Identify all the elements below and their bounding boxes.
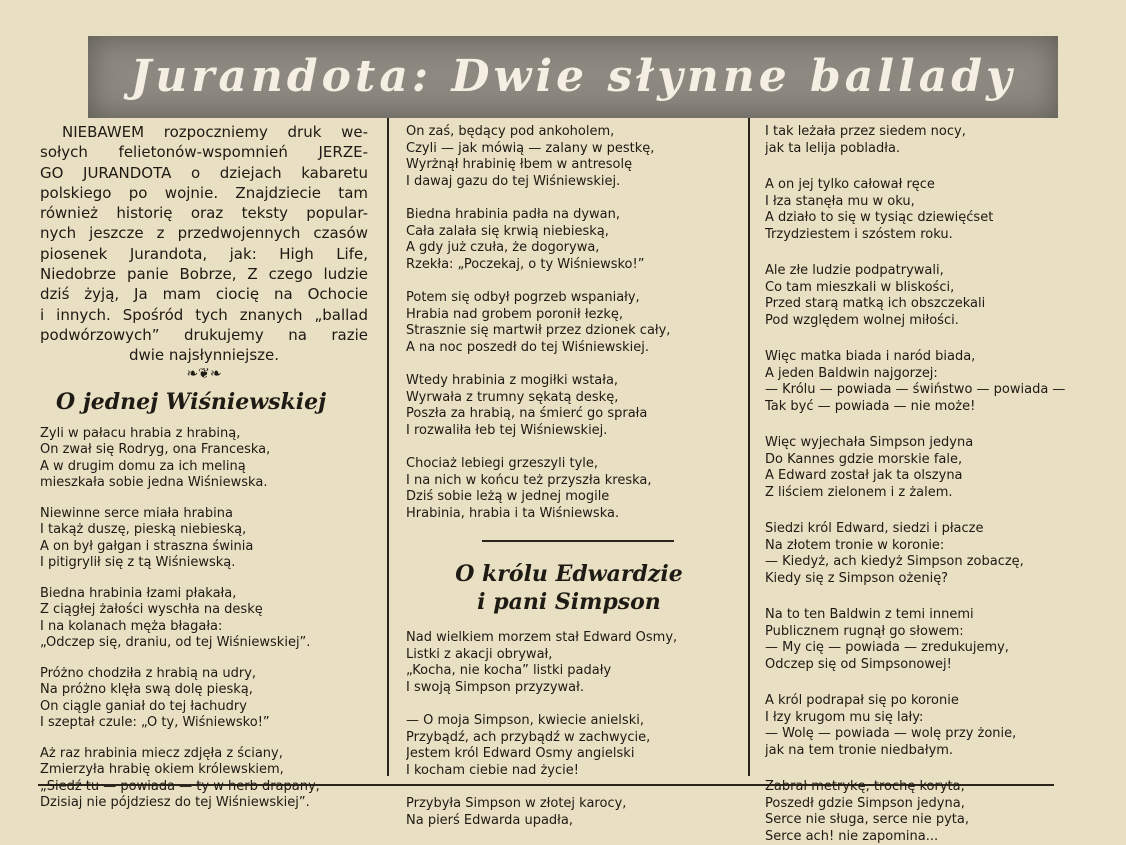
verse-line: A on był gałgan i straszna świnia [40, 539, 368, 556]
intro-line: dziś żyją, Ja mam ciocię na Ochocie [40, 284, 368, 304]
column-1 [40, 120, 368, 780]
stanza [406, 207, 732, 273]
stanza [406, 456, 732, 522]
stanza [765, 521, 1105, 587]
verse-line: On ciągle ganiał do tej łachudry [40, 699, 368, 716]
verse-line: Pod względem wolnej miłości. [765, 313, 1105, 330]
verse-line: Siedzi król Edward, siedzi i płacze [765, 521, 1105, 538]
verse-line: Z ciągłej żałości wyschła na deskę [40, 602, 368, 619]
verse-line: — Wolę — powiada — wolę przy żonie, [765, 726, 1105, 743]
intro-line: również historię oraz teksty popular- [40, 203, 368, 223]
stanza [406, 630, 732, 696]
verse-line: Żyli w pałacu hrabia z hrabiną, [40, 426, 368, 443]
verse-line: I tak leżała przez siedem nocy, [765, 124, 1105, 141]
verse-line: A król podrapał się po koronie [765, 693, 1105, 710]
verse-line: Potem się odbył pogrzeb wspaniały, [406, 290, 732, 307]
verse-line: Na próżno klęła swą dolę pieską, [40, 682, 368, 699]
verse-line: „Odczep się, draniu, od tej Wiśniewskiej”. [40, 635, 368, 652]
intro-line: piosenek Jurandota, jak: High Life, [40, 244, 368, 264]
stanza [765, 263, 1105, 329]
page-title: Jurandota: Dwie słynne ballady [88, 36, 1058, 118]
verse-line: I takąż duszę, pieską niebieską, [40, 522, 368, 539]
verse-line: On zwał się Rodryg, ona Franceska, [40, 442, 368, 459]
stanza [765, 693, 1105, 759]
stanza [40, 426, 368, 492]
verse-line: I łza stanęła mu w oku, [765, 194, 1105, 211]
intro-line: i innych. Spośród tych znanych „ballad [40, 305, 368, 325]
verse-line: I na nich w końcu też przyszła kreska, [406, 473, 732, 490]
verse-line: „Kocha, nie kocha” listki padały [406, 663, 732, 680]
verse-line: Kiedy się z Simpson ożenię? [765, 571, 1105, 588]
verse-line: Nad wielkiem morzem stał Edward Ósmy, [406, 630, 732, 647]
verse-line: Listki z akacji obrywał, [406, 647, 732, 664]
verse-line: Przybądź, ach przybądź w zachwycie, [406, 730, 732, 747]
column-divider [387, 118, 389, 776]
stanza [40, 666, 368, 732]
column-3 [765, 120, 1105, 780]
verse-line: — Kiedyż, ach kiedyż Simpson zobaczę, [765, 554, 1105, 571]
verse-line: Poszła za hrabią, na śmierć go sprała [406, 406, 732, 423]
verse-line: A w drugim domu za ich meliną [40, 459, 368, 476]
verse-line: jak ta lelija pobladła. [765, 141, 1105, 158]
verse-line: A gdy już czuła, że dogorywa, [406, 240, 732, 257]
verse-line: Dziś sobie leżą w jednej mogile [406, 489, 732, 506]
verse-line: Trzydziestem i szóstem roku. [765, 227, 1105, 244]
verse-line: „Siedź tu — powiada — ty w herb drapany, [40, 779, 368, 796]
intro-line: podwórzowych” drukujemy na razie [40, 325, 368, 345]
verse-line: A on jej tylko całował ręce [765, 177, 1105, 194]
verse-line: I łzy krugom mu się lały: [765, 710, 1105, 727]
stanza [40, 506, 368, 572]
intro-line: sołych felietonów-wspomnień JERZE- [40, 142, 368, 162]
intro-line: dwie najsłynniejsze. [40, 345, 368, 365]
verse-line: I swoją Simpson przyzywał. [406, 680, 732, 697]
stanza [406, 373, 732, 439]
verse-line: Na to ten Baldwin z temi innemi [765, 607, 1105, 624]
verse-line: Wyrwała z trumny sękatą deskę, [406, 390, 732, 407]
stanza [765, 124, 1105, 157]
intro-line: nych jeszcze z przedwojennych czasów [40, 223, 368, 243]
verse-line: Na pierś Edwarda upadła, [406, 813, 732, 830]
ballad1-title: O jednej Wiśniewskiej [40, 388, 368, 416]
verse-line: Więc wyjechała Simpson jedyna [765, 435, 1105, 452]
verse-line: Próżno chodziła z hrabią na udry, [40, 666, 368, 683]
stanza [406, 124, 732, 190]
intro-line: GO JURANDOTA o dziejach kabaretu [40, 163, 368, 183]
verse-line: A jeden Baldwin najgorzej: [765, 366, 1105, 383]
verse-line: Cała zalała się krwią niebieską, [406, 224, 732, 241]
ballad2-title-line1: O królu Edwardzie [406, 560, 732, 588]
verse-line: Serce ach! nie zapomina... [765, 829, 1105, 845]
stanza [40, 746, 368, 812]
verse-line: I na kolanach męża błagała: [40, 619, 368, 636]
verse-line: Hrabinia, hrabia i ta Wiśniewska. [406, 506, 732, 523]
header-banner [88, 36, 1058, 118]
ballad2-title-line2: i pani Simpson [406, 588, 732, 616]
stanza [765, 779, 1105, 845]
stanza [40, 586, 368, 652]
verse-line: Zmierzyła hrabię okiem królewskiem, [40, 762, 368, 779]
verse-line: Na złotem tronie w koronie: [765, 538, 1105, 555]
verse-line: Rzekła: „Poczekaj, o ty Wiśniewsko!” [406, 257, 732, 274]
verse-line: I szeptał czule: „O ty, Wiśniewsko!” [40, 715, 368, 732]
verse-line: Dzisiaj nie pójdziesz do tej Wiśniewskiej”. [40, 795, 368, 812]
verse-line: Do Kannes gdzie morskie fale, [765, 452, 1105, 469]
verse-line: Chociaż lebiegi grzeszyli tyle, [406, 456, 732, 473]
verse-line: Co tam mieszkali w bliskości, [765, 280, 1105, 297]
verse-line: Biedna hrabinia padła na dywan, [406, 207, 732, 224]
verse-line: I kocham ciebie nad życie! [406, 763, 732, 780]
verse-line: Przybyła Simpson w złotej karocy, [406, 796, 732, 813]
verse-line: Serce nie sługa, serce nie pyta, [765, 812, 1105, 829]
verse-line: Publicznem rugnął go słowem: [765, 624, 1105, 641]
verse-line: Tak być — powiada — nie może! [765, 399, 1105, 416]
verse-line: Ale złe ludzie podpatrywali, [765, 263, 1105, 280]
stanza [406, 796, 732, 829]
stanza [765, 177, 1105, 243]
stanza [406, 713, 732, 779]
verse-line: Biedna hrabinia łzami płakała, [40, 586, 368, 603]
verse-line: Wtedy hrabinia z mogiłki wstała, [406, 373, 732, 390]
verse-line: Odczep się od Simpsonowej! [765, 657, 1105, 674]
verse-line: Zabrał metrykę, trochę koryta, [765, 779, 1105, 796]
verse-line: mieszkała sobie jedna Wiśniewska. [40, 475, 368, 492]
verse-line: Czyli — jak mówią — zalany w pestkę, [406, 141, 732, 158]
stanza [765, 349, 1105, 415]
verse-line: A na noc poszedł do tej Wiśniewskiej. [406, 340, 732, 357]
ornament-icon: ❧❦❧ [40, 366, 368, 382]
verse-line: — My cię — powiada — zredukujemy, [765, 640, 1105, 657]
verse-line: Z liściem zielonem i z żalem. [765, 485, 1105, 502]
verse-line: Aż raz hrabinia miecz zdjęła z ściany, [40, 746, 368, 763]
stanza [406, 290, 732, 356]
intro-line: polskiego po wojnie. Znajdziecie tam [40, 183, 368, 203]
column-2 [406, 120, 732, 780]
intro-line: Niedobrze panie Bobrze, Z czego ludzie [40, 264, 368, 284]
stanza [765, 607, 1105, 673]
verse-line: Wyrżnął hrabinię łbem w antresolę [406, 157, 732, 174]
column-divider [748, 118, 750, 776]
verse-line: Jestem król Edward Ósmy angielski [406, 746, 732, 763]
verse-line: A działo to się w tysiąc dziewięćset [765, 210, 1105, 227]
verse-line: — O moja Simpson, kwiecie anielski, [406, 713, 732, 730]
verse-line: Poszedł gdzie Simpson jedyna, [765, 796, 1105, 813]
verse-line: I dawaj gazu do tej Wiśniewskiej. [406, 174, 732, 191]
verse-line: Przed starą matką ich obszczekali [765, 296, 1105, 313]
verse-line: I pitigrylił się z tą Wiśniewską. [40, 555, 368, 572]
verse-line: On zaś, będący pod ankoholem, [406, 124, 732, 141]
intro-paragraph [40, 122, 368, 366]
verse-line: jak na tem tronie niedbałym. [765, 743, 1105, 760]
verse-line: Więc matka biada i naród biada, [765, 349, 1105, 366]
verse-line: I rozwaliła łeb tej Wiśniewskiej. [406, 423, 732, 440]
section-divider [482, 540, 674, 542]
verse-line: Hrabia nad grobem poronił łezkę, [406, 307, 732, 324]
verse-line: — Królu — powiada — świństwo — powiada — [765, 382, 1105, 399]
verse-line: A Edward został jak ta olszyna [765, 468, 1105, 485]
verse-line: Niewinne serce miała hrabina [40, 506, 368, 523]
stanza [765, 435, 1105, 501]
intro-line: NIEBAWEM rozpoczniemy druk we- [40, 122, 368, 142]
verse-line: Strasznie się martwił przez dzionek cały, [406, 323, 732, 340]
